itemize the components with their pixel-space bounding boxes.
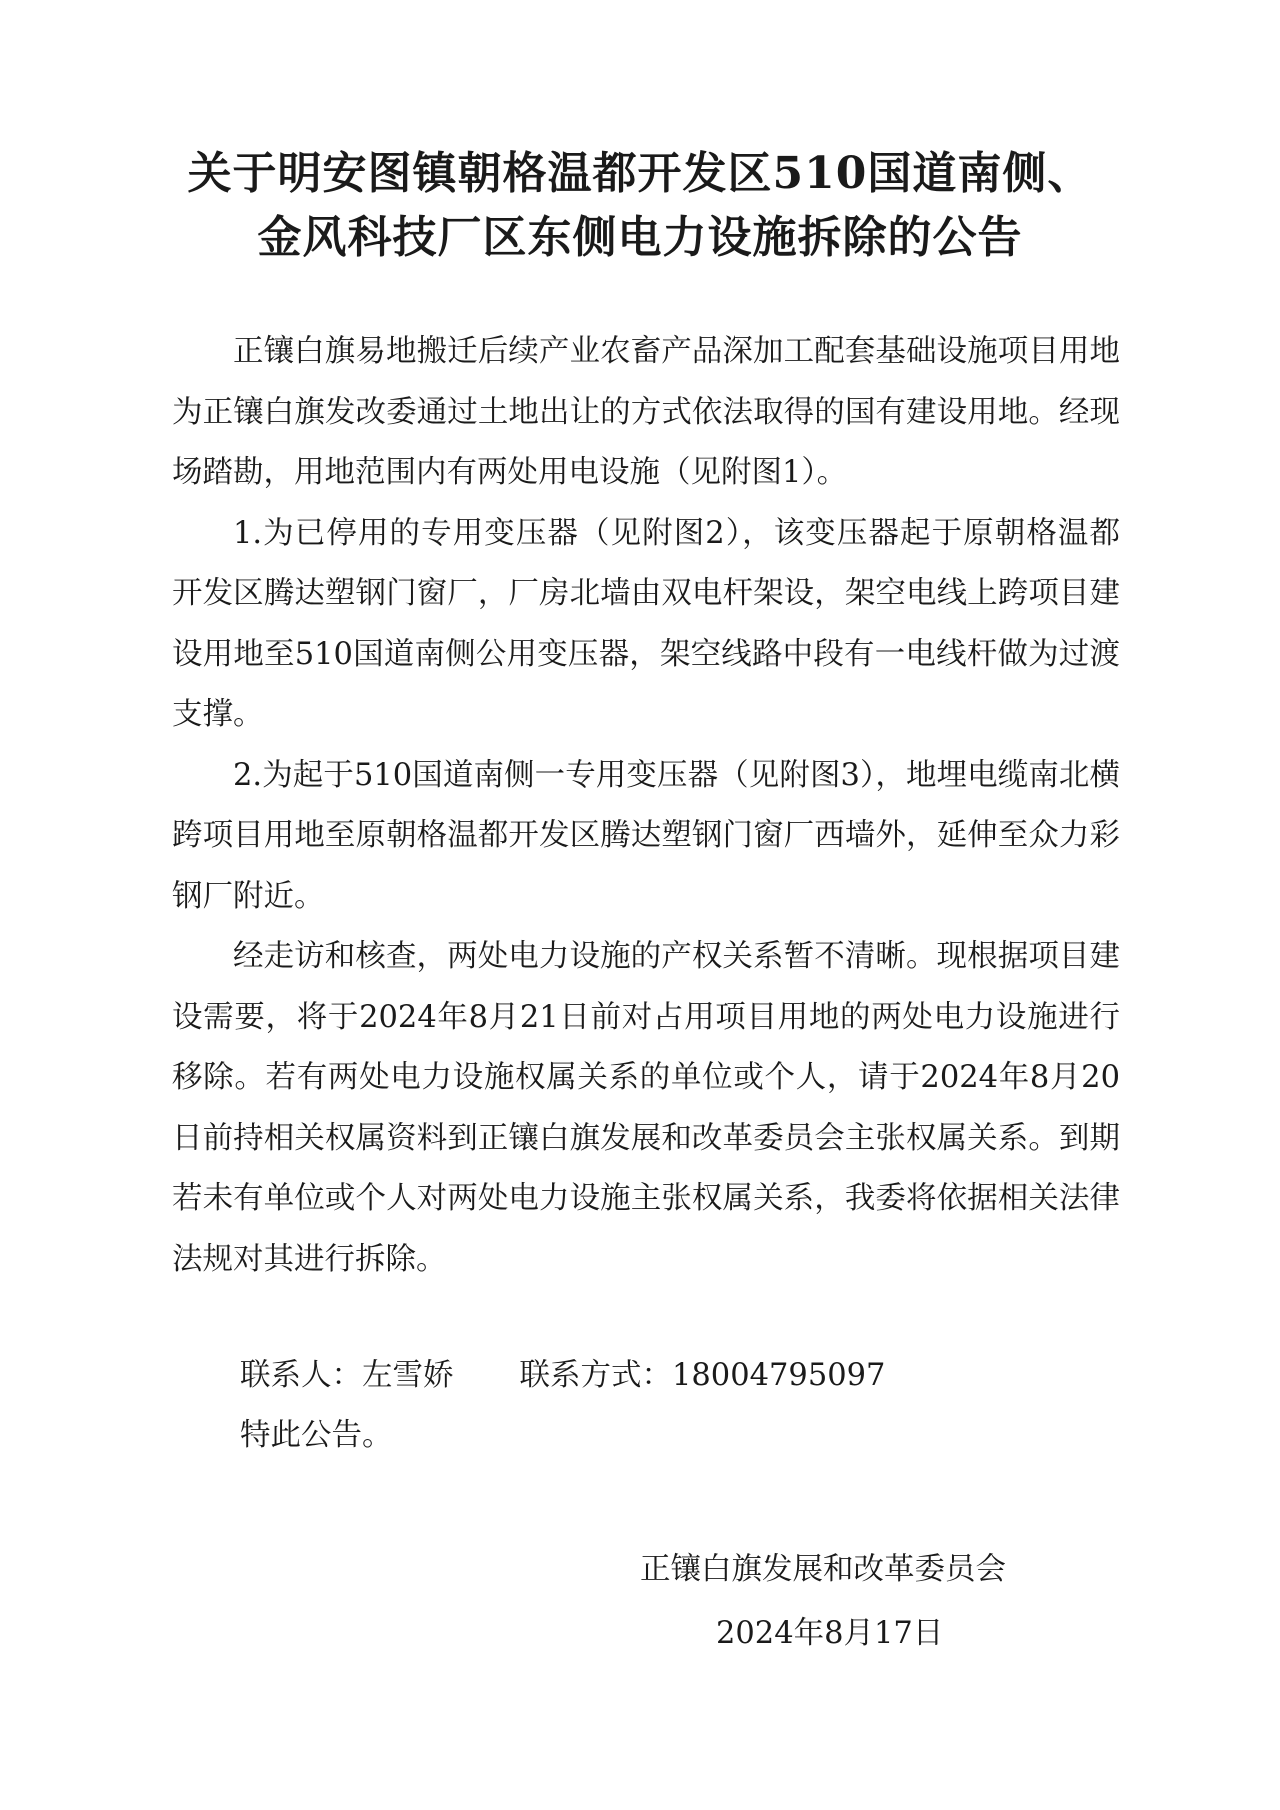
title-line-2: 金风科技厂区东侧电力设施拆除的公告 bbox=[257, 212, 1023, 263]
closing-text: 特此公告。 bbox=[240, 1418, 393, 1453]
issue-date: 2024年8月17日 bbox=[716, 1616, 944, 1651]
title-line-1: 关于明安图镇朝格温都开发区510国道南侧、 bbox=[187, 148, 1093, 199]
paragraph-intro: 正镶白旗易地搬迁后续产业农畜产品深加工配套基础设施项目用地为正镶白旗发改委通过土地出让的方式依法取得的国有建设用地。经现场踏勘，用地范围内有两处用电设施（见附图1）。 bbox=[172, 334, 1120, 490]
paragraph-item-2: 2.为起于510国道南侧一专用变压器（见附图3），地埋电缆南北横跨项目用地至原朝格温都开发区腾达塑钢门窗厂西墙外，延伸至众力彩钢厂附近。 bbox=[172, 757, 1120, 914]
issuer-name: 正镶白旗发展和改革委员会 bbox=[640, 1552, 1006, 1587]
paragraph-item-1: 1.为已停用的专用变压器（见附图2），该变压器起于原朝格温都开发区腾达塑钢门窗厂，厂房北墙由双电杆架设，架空电线上跨项目建设用地至510国道南侧公用变压器，架空线路中段有一电线杆做为过渡支撑。 bbox=[172, 515, 1120, 732]
contact-phone: 联系方式：18004795097 bbox=[519, 1358, 886, 1393]
document-title bbox=[0, 142, 1280, 270]
document-body bbox=[172, 322, 1120, 1290]
paragraph-notice: 经走访和核查，两处电力设施的产权关系暂不清晰。现根据项目建设需要，将于2024年8月21日前对占用项目用地的两处电力设施进行移除。若有两处电力设施权属关系的单位或个人，请于2024年8月20日前持相关权属资料到正镶白旗发展和改革委员会主张权属关系。到期若未有单位或个人对两处电力设施主张权属关系，我委将依据相关法律法规对其进行拆除。 bbox=[172, 939, 1120, 1277]
contact-person: 联系人：左雪娇 bbox=[240, 1358, 454, 1393]
contact-line bbox=[240, 1346, 885, 1407]
